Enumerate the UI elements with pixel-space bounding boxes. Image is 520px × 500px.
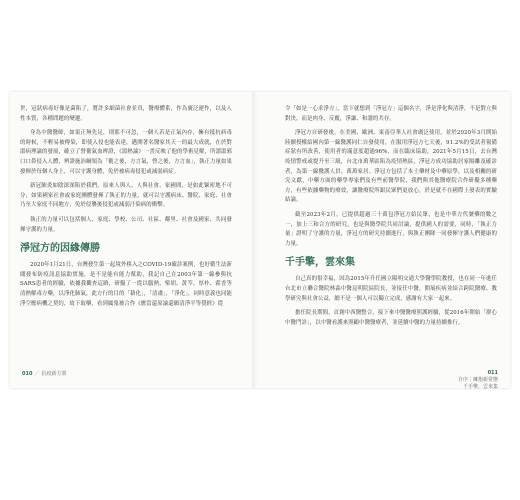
paragraph: 2020年1月21日，台灣發生第一起境外移入之COVID-19確診案例，也好衛生法新聞發布防疫訊息協助實施，是不是能有能力幫助，我記自己在2003年第一線參與抗SARS患者的經驗，依據我觀查這路，研擬了一從以腦熱、柴胡、黃芩、厚朴、藿香等清熱解毒方藥，以淨化肺氣，此方行的目的「藉化」，「清肅」，「淨化」，同時意義也同能淨空應病機之契約，故下取藥，看到厲鬼被合作《應當還原論還願清淨平等覺經》從 — [20, 262, 232, 307]
paragraph: 令「如是一心求淨方」，當下就想到「淨冠方」這個名字，淨是淨化與清淨，不是對立與對決，而是肉身、反覆，淨謙、和諧的共存。 — [285, 106, 497, 122]
section-title: 淨冠方的因緣傳勝 — [20, 243, 100, 255]
paragraph: 淨冠方自研發後，在美國、歐洲、東南亞華人社會廣泛使用，並於2020年3月開始陸續授權給國內第一線醫護同仁自發使用，在服用淨冠方七天後，91.2%的受試者報備症狀有所改善，使用者的滿意度超過96%，而在臨床協助，2021年5月15日，去台灣疫情警戒或提升至三級，台北市萬華區陷為疫情熱區，淨冠方成功協助居家隔離及確診者，為第一線醫護人員、萬萬家居、淨冠方包括了本土藥材及中藥原學，以及相關的研究文獻，中藥方面的藥學專家們及有些前醫學院、我們與其他醫療院合作研擬多種藥方，有些依據藥物的療效，讓醫療院所跟民眾們更放心，於是就不在國際上發表的實驗結論。 — [285, 130, 497, 204]
left-folio: 010 ／ 抗疫新方策 — [22, 371, 67, 377]
paragraph: 執正的力量可以包括個人、家庭、學校、公司、社區、鄰里、社會及國家，共同發揮守護的力量。 — [20, 216, 232, 233]
running-title: 自序｜擁抱新常態 — [457, 377, 498, 383]
section-title: 千手擎，雲來集 — [285, 257, 355, 269]
paragraph: 自己真的很幸福，因為2015年升任國立陽明交通大學醫學院教授，也在同一年進任台北市立聯合醫院林森中醫昆明院區院長，並接任中醫，開展疾病並結合跨院醫療、教學研究與社會公益，總不是一個人可以獨立完成，感謝有大家一起來。 — [285, 276, 497, 302]
paragraph: 世，冠狀病毒好像是菌陷了，將許多細菌社會並真，醫療體系，作為廣泛運作，以及人性本質，各種問題的變遷。 — [20, 106, 232, 122]
running-title: 抗疫新方策 — [41, 371, 67, 377]
paragraph: 截至2023年2月，已提供超過三十萬包淨冠方給民眾，也是中華方代號藥的數之一，加上三和合方的研究，也是與醫學院共同討論，提供國人的需要，同時，「執正力量」證明了守護的力量，淨冠方的研究持續進行，與執正團隊一同發揮守護人們健康的力量。 — [285, 211, 497, 247]
page-number: 010 — [22, 371, 33, 377]
left-page — [20, 105, 232, 314]
paragraph: 身為中醫醫師，如果正無先足，則那不可忽，一個人若是正氣內存，擁有抵抗病毒的時候，不輕易被傳染，即使入侵也能表達，邁開著名醫家其天一的最大成就，在於對溫病理論的發展，確立了營衛氣血辨證，《溫熱論》一書反映了他的學術見解，所謂溫邪口口鼻侵入人體，辨證施治綱領為「衛之後，方言氣，營之後，方言血」，執正力量如果發揮於每個人身上，可以守護身體，免於被病毒侵犯或減弱病症。 — [20, 130, 232, 175]
right-folio — [458, 370, 498, 390]
paragraph: 擔任院長期間，首創中西醫整合，接下來中醫醫療照護經驗，從2016年開始「群心中醫門診」，以中醫看護來照顧中醫醫療者，並延續中醫的力量持續推行。 — [285, 310, 497, 326]
page-number: 011 — [487, 370, 498, 376]
running-subtitle: 千手擎，雲來集 — [462, 384, 498, 390]
paragraph: 新冠肺炎如陰深深陷於我們，原來人與人、人與社會、家國間，是如此緊密地不可分，如果國家社會或家庭團體發揮了執正的力量，就可以守護病床、醫院、家庭、社會乃至大家庭不同地方，免於侵襲後侵犯或減弱汙染病的衝擊。 — [20, 183, 232, 209]
right-page — [285, 105, 497, 333]
book-gutter — [252, 92, 258, 388]
